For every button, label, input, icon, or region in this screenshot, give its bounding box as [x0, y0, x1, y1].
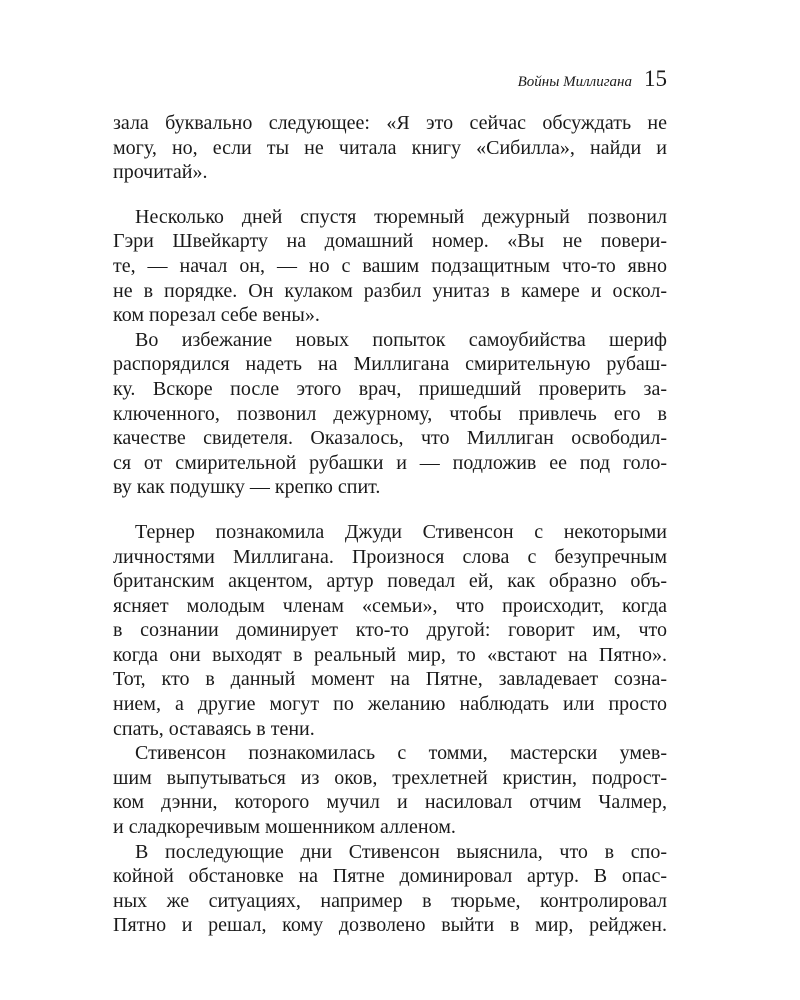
text-line: личностями Миллигана. Произнося слова с безупречным: [113, 545, 667, 568]
text-line: спать, оставаясь в тени.: [113, 717, 315, 740]
paragraph: [113, 328, 667, 500]
text-line: Несколько дней спустя тюремный дежурный позвонил: [135, 205, 667, 228]
text-line: Пятно и решал, кому дозволено выйти в мир, рейджен.: [113, 914, 667, 937]
text-line: когда они выходят в реальный мир, то «встают на Пятно».: [113, 643, 667, 666]
page-body: [113, 111, 667, 938]
text-line: в сознании доминирует кто-то другой: говорит им, что: [113, 619, 667, 642]
text-line: ных же ситуациях, например в тюрьме, контролировал: [113, 889, 667, 912]
text-line: могу, но, если ты не читала книгу «Сибилла», найди и: [113, 136, 667, 159]
text-line: те, — начал он, — но с вашим подзащитным что-то явно: [113, 254, 667, 277]
running-title: Войны Миллигана: [517, 74, 632, 90]
text-line: койной обстановке на Пятне доминировал артур. В опас-: [113, 865, 667, 888]
text-line: Гэри Швейкарту на домашний номер. «Вы не повери-: [113, 230, 667, 253]
paragraph: [113, 205, 667, 328]
paragraph: [113, 520, 667, 741]
text-line: ключенного, позвонил дежурному, чтобы привлечь его в: [113, 402, 667, 425]
text-line: прочитай».: [113, 161, 208, 184]
page-number: 15: [644, 66, 667, 91]
text-line: Стивенсон познакомилась с томми, мастерски умев-: [135, 742, 667, 765]
page-header: [113, 66, 667, 92]
paragraph-gap: [113, 500, 667, 520]
text-line: качестве свидетеля. Оказалось, что Миллиган освободил-: [113, 427, 667, 450]
paragraph: [113, 741, 667, 839]
text-line: Тернер познакомила Джуди Стивенсон с некоторыми: [135, 520, 667, 543]
paragraph: [113, 840, 667, 938]
text-line: Во избежание новых попыток самоубийства шериф: [135, 328, 667, 351]
text-line: зала буквально следующее: «Я это сейчас обсуждать не: [113, 112, 667, 134]
text-line: ву как подушку — крепко спит.: [113, 476, 381, 499]
paragraph-gap: [113, 185, 667, 205]
text-line: ся от смирительной рубашки и — подложив ее под голо-: [113, 451, 667, 474]
text-line: шим выпутываться из оков, трехлетней кристин, подрост-: [113, 766, 667, 789]
text-line: ком порезал себе вены».: [113, 304, 320, 327]
text-line: ясняет молодым членам «семьи», что происходит, когда: [113, 594, 667, 617]
text-line: ку. Вскоре после этого врач, пришедший проверить за-: [113, 377, 667, 400]
text-line: ком дэнни, которого мучил и насиловал отчим Чалмер,: [113, 791, 667, 814]
text-line: не в порядке. Он кулаком разбил унитаз в камере и оскол-: [113, 279, 667, 302]
paragraph: [113, 111, 667, 185]
text-line: нием, а другие могут по желанию наблюдать или просто: [113, 693, 667, 716]
text-line: и сладкоречивым мошенником алленом.: [113, 816, 456, 839]
text-line: В последующие дни Стивенсон выяснила, что в спо-: [135, 840, 667, 863]
text-line: распорядился надеть на Миллигана смирительную рубаш-: [113, 353, 667, 376]
text-line: британским акцентом, артур поведал ей, как образно объ-: [113, 570, 667, 593]
text-line: Тот, кто в данный момент на Пятне, завладевает созна-: [113, 668, 667, 691]
